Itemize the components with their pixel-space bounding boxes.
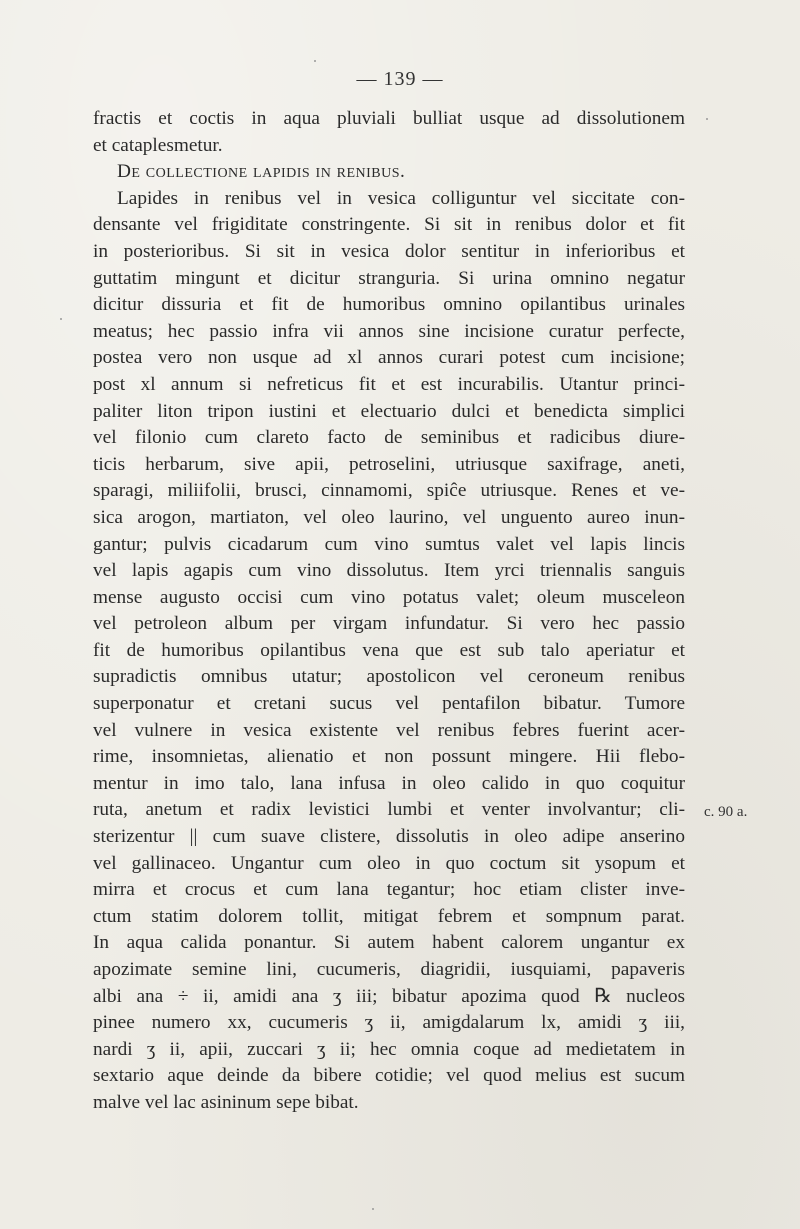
section-heading: De collectione lapidis in renibus. (117, 161, 406, 183)
text-line: post xl annum si nefreticus fit et est incurabilis. Utantur princi- (93, 373, 685, 395)
text-line: densante vel frigiditate constringente. Si sit in renibus dolor et fit (93, 214, 685, 236)
text-line: vel gallinaceo. Ungantur cum oleo in quo coctum sit ysopum et (93, 852, 685, 874)
text-line: pinee numero xx, cucumeris ʒ ii, amigdalarum lx, amidi ʒ iii, (93, 1012, 685, 1034)
text-line: rime, insomnietas, alienatio et non possunt mingere. Hii flebo- (93, 746, 685, 768)
margin-note: c. 90 a. (704, 804, 748, 820)
text-line: ctum statim dolorem tollit, mitigat febrem et sompnum parat. (93, 905, 685, 927)
text-line: guttatim mingunt et dicitur stranguria. Si urina omnino negatur (93, 267, 685, 289)
text-line: paliter liton tripon iustini et electuario dulci et benedicta simplici (93, 400, 685, 422)
text-line: dicitur dissuria et fit de humoribus omnino opilantibus urinales (93, 294, 685, 316)
text-line: ticis herbarum, sive apii, petroselini, utriusque saxifrage, aneti, (93, 453, 685, 475)
text-line: in posterioribus. Si sit in vesica dolor sentitur in inferioribus et (93, 240, 685, 262)
text-line: ruta, anetum et radix levistici lumbi et venter involvantur; cli- (93, 799, 685, 821)
paper-speck (706, 118, 708, 120)
text-line: sextario aque deinde da bibere cotidie; vel quod melius est sucum (93, 1065, 685, 1087)
paper-speck (372, 1208, 374, 1210)
text-line: sparagi, miliifolii, brusci, cinnamomi, spiĉe utriusque. Renes et ve- (93, 480, 685, 502)
text-line: meatus; hec passio infra vii annos sine incisione curatur perfecte, (93, 320, 685, 342)
page-number: — 139 — (356, 68, 444, 90)
text-line: vel lapis agapis cum vino dissolutus. Item yrci triennalis sanguis (93, 560, 685, 582)
text-line: nardi ʒ ii, apii, zuccari ʒ ii; hec omnia coque ad medietatem in (93, 1038, 685, 1060)
text-line: albi ana ÷ ii, amidi ana ʒ iii; bibatur apozima quod ℞ nucleos (93, 985, 685, 1007)
text-line: gantur; pulvis cicadarum cum vino sumtus valet vel lapis lincis (93, 533, 685, 555)
text-line: In aqua calida ponantur. Si autem habent calorem ungantur ex (93, 932, 685, 954)
text-line: vel petroleon album per virgam infundatur. Si vero hec passio (93, 613, 685, 635)
text-line: supradictis omnibus utatur; apostolicon vel ceroneum renibus (93, 666, 685, 688)
text-line: apozimate semine lini, cucumeris, diagridii, iusquiami, papaveris (93, 959, 685, 980)
text-line: fractis et coctis in aqua pluviali bulliat usque ad dissolutionem (93, 108, 685, 129)
text-line: vel vulnere in vesica existente vel renibus febres fuerint acer- (93, 719, 685, 741)
text-line: superponatur et cretani sucus vel pentafilon bibatur. Tumore (93, 693, 685, 715)
text-line: sica arogon, martiaton, vel oleo laurino, vel unguento aureo inun- (93, 506, 685, 528)
text-line: mirra et crocus et cum lana tegantur; hoc etiam clister inve- (93, 879, 685, 901)
text-line: postea vero non usque ad xl annos curari potest cum incisione; (93, 347, 685, 369)
body-text (93, 106, 685, 1117)
text-line: malve vel lac asininum sepe bibat. (93, 1091, 359, 1113)
text-line: Lapides in renibus vel in vesica colliguntur vel siccitate con- (117, 187, 685, 209)
paper-speck (314, 60, 316, 62)
text-line: vel filonio cum clareto facto de seminibus et radicibus diure- (93, 427, 685, 449)
text-line: mentur in imo talo, lana infusa in oleo calido in quo coquitur (93, 772, 685, 794)
paper-speck (60, 318, 62, 320)
text-line: sterizentur || cum suave clistere, dissolutis in oleo adipe anserino (93, 826, 685, 848)
text-line: mense augusto occisi cum vino potatus valet; oleum musceleon (93, 586, 685, 608)
text-line: fit de humoribus opilantibus vena que est sub talo aperiatur et (93, 639, 685, 661)
text-line: et cataplesmetur. (93, 134, 223, 156)
